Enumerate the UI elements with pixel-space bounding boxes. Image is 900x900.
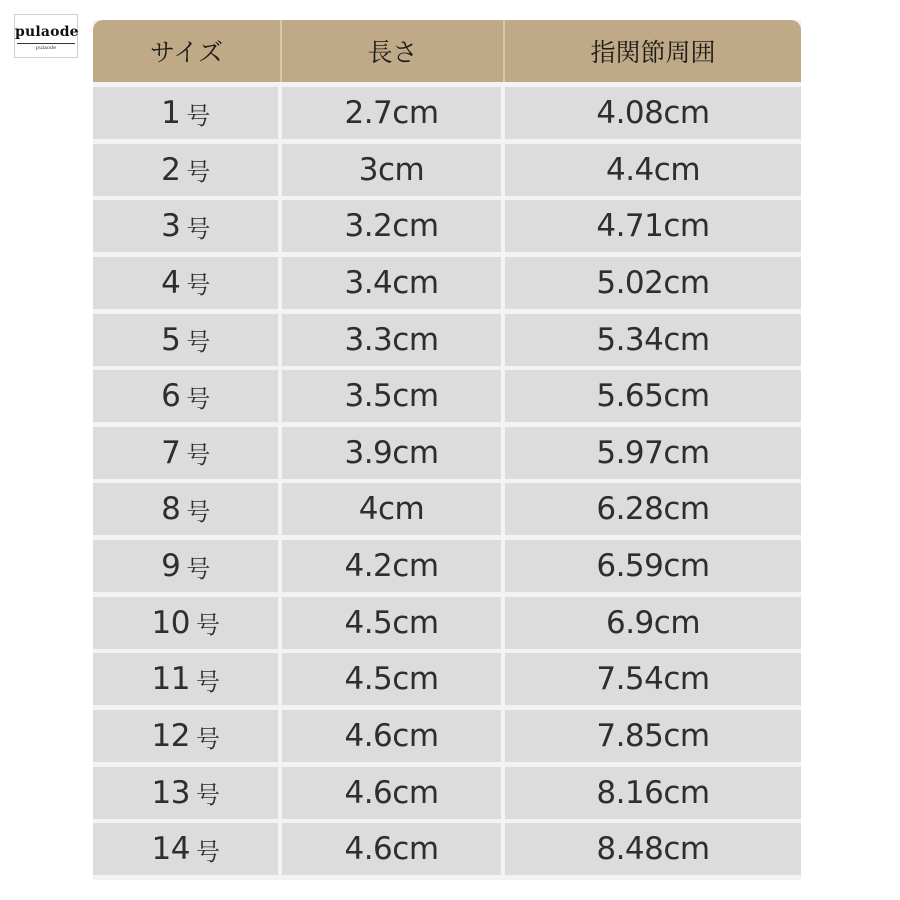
size-number: 7: [161, 434, 181, 471]
size-cell: [93, 823, 278, 875]
size-number: 12: [151, 718, 190, 755]
length-cell: 3.2cm: [282, 200, 501, 252]
circumference-cell: 5.65cm: [505, 370, 801, 422]
size-unit: 号: [186, 497, 210, 526]
table-row: [93, 200, 801, 252]
length-cell: 4.5cm: [282, 653, 501, 705]
table-header: [93, 20, 801, 82]
length-cell: 3.9cm: [282, 427, 501, 479]
circumference-cell: 6.59cm: [505, 540, 801, 592]
circumference-cell: 4.4cm: [505, 144, 801, 196]
size-cell: [93, 87, 278, 139]
size-number: 1: [161, 95, 181, 131]
circumference-cell: 5.97cm: [505, 427, 801, 479]
table-row: [93, 653, 801, 705]
length-cell: 4cm: [282, 483, 501, 535]
circumference-cell: 6.9cm: [505, 597, 801, 649]
header-size: サイズ: [149, 38, 223, 67]
table-row: [93, 370, 801, 422]
size-cell: [93, 483, 278, 535]
size-cell: [93, 540, 278, 592]
size-unit: 号: [186, 328, 210, 357]
size-unit: 号: [195, 667, 220, 696]
size-number: 13: [151, 774, 190, 811]
size-unit: 号: [186, 158, 210, 187]
table-row: [93, 767, 801, 819]
circumference-cell: 5.02cm: [505, 257, 801, 309]
size-cell: [93, 427, 278, 479]
size-number: 9: [161, 548, 181, 585]
size-unit: 号: [195, 781, 220, 810]
circumference-cell: 7.54cm: [505, 653, 801, 705]
header-length: 長さ: [280, 20, 503, 82]
length-cell: 4.6cm: [282, 823, 501, 875]
table-row: [93, 87, 801, 139]
size-number: 11: [151, 661, 190, 698]
length-cell: 3.4cm: [282, 257, 501, 309]
logo-divider: [17, 43, 75, 44]
size-unit: 号: [186, 101, 210, 130]
circumference-cell: 4.08cm: [505, 87, 801, 139]
table-row: [93, 314, 801, 366]
length-cell: 3.3cm: [282, 314, 501, 366]
size-unit: 号: [186, 271, 210, 300]
table-row: [93, 597, 801, 649]
circumference-cell: 6.28cm: [505, 483, 801, 535]
size-unit: 号: [186, 214, 210, 243]
size-unit: 号: [186, 554, 210, 583]
table-row: [93, 257, 801, 309]
size-unit: 号: [195, 837, 220, 866]
table-body: [93, 87, 801, 880]
table-row: [93, 823, 801, 875]
size-cell: [93, 767, 278, 819]
size-cell: [93, 710, 278, 762]
table-row: [93, 710, 801, 762]
size-unit: 号: [186, 384, 210, 413]
size-number: 6: [161, 378, 181, 415]
header-circumference: 指関節周囲: [503, 20, 801, 82]
size-cell: [93, 314, 278, 366]
size-unit: 号: [186, 441, 210, 470]
length-cell: 4.6cm: [282, 710, 501, 762]
table-row: [93, 540, 801, 592]
table-row: [93, 144, 801, 196]
size-unit: 号: [195, 724, 220, 753]
size-number: 10: [151, 604, 190, 641]
size-number: 3: [161, 208, 181, 245]
length-cell: 4.5cm: [282, 597, 501, 649]
length-cell: 3.5cm: [282, 370, 501, 422]
circumference-cell: 5.34cm: [505, 314, 801, 366]
size-number: 8: [161, 491, 181, 528]
length-cell: 4.6cm: [282, 767, 501, 819]
size-cell: [93, 597, 278, 649]
length-cell: 2.7cm: [282, 87, 501, 139]
size-cell: [93, 200, 278, 252]
length-cell: 4.2cm: [282, 540, 501, 592]
size-cell: [93, 144, 278, 196]
circumference-cell: 8.48cm: [505, 823, 801, 875]
size-unit: 号: [195, 611, 220, 640]
table-row: [93, 427, 801, 479]
size-table: [93, 20, 801, 880]
circumference-cell: 7.85cm: [505, 710, 801, 762]
size-number: 5: [161, 321, 181, 358]
logo-subtext: pulaode: [35, 45, 57, 51]
length-cell: 3cm: [282, 144, 501, 196]
size-number: 2: [161, 151, 181, 188]
brand-logo: [14, 14, 78, 58]
size-number: 4: [161, 264, 181, 301]
circumference-cell: 8.16cm: [505, 767, 801, 819]
circumference-cell: 4.71cm: [505, 200, 801, 252]
size-cell: [93, 370, 278, 422]
size-cell: [93, 653, 278, 705]
table-row: [93, 483, 801, 535]
logo-name: pulaode: [15, 24, 79, 40]
size-cell: [93, 257, 278, 309]
size-number: 14: [151, 831, 190, 868]
